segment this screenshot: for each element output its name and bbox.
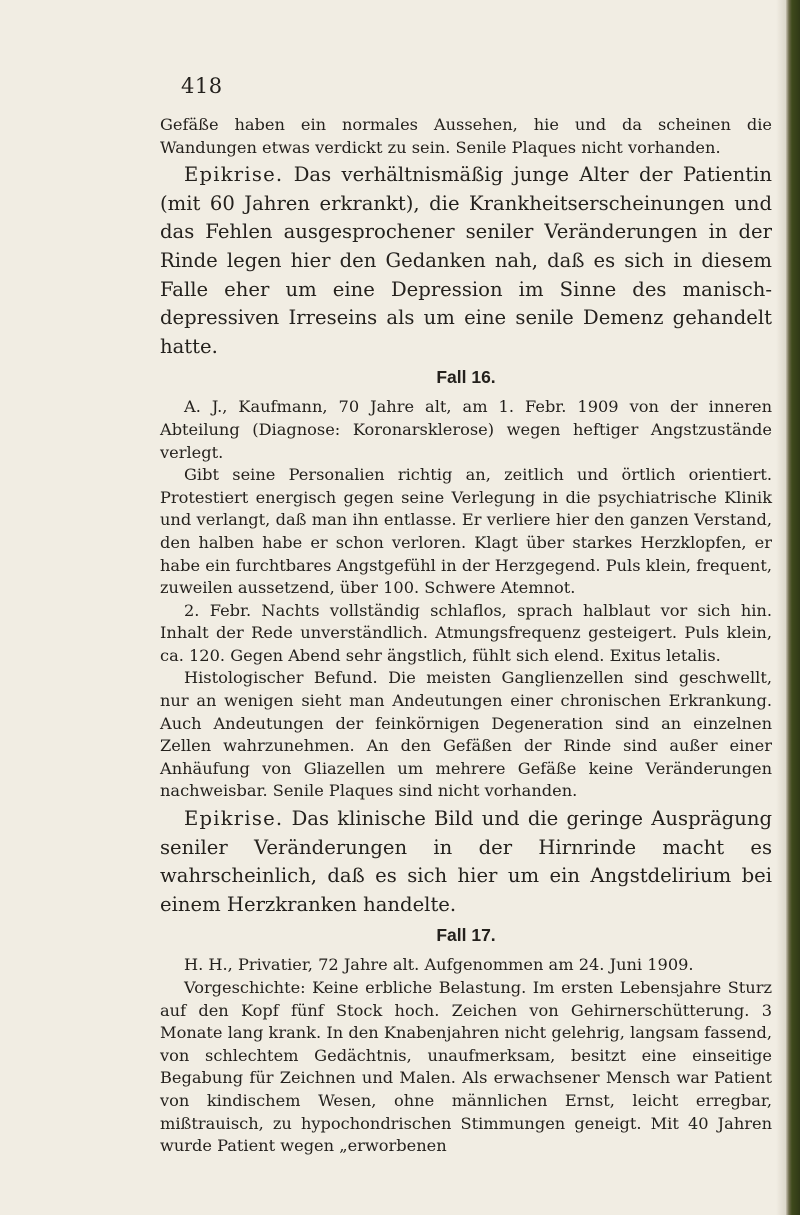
paragraph: 2. Febr. Nachts vollständig schlaflos, sprach halblaut vor sich hin. Inhalt der Rede unverständlich. Atmungsfrequenz gesteigert. Puls klein, ca. 120. Gegen Abend sehr ängstlich, fühlt sich elend. Exitus letalis. [160, 600, 772, 665]
epikrise-text: Das verhältnismäßig junge Alter der Patientin (mit 60 Jahren erkrankt), die Krankheitserscheinungen und das Fehlen ausgesprochener seniler Veränderungen in der Rinde legen hier den Gedanken nah, daß es sich in diesem Falle eher um eine Depression im Sinne des manisch-depressiven Irreseins als um eine senile Demenz gehandelt hatte. [160, 163, 772, 358]
paragraph: Gibt seine Personalien richtig an, zeitlich und örtlich orientiert. Protestiert energisch gegen seine Verlegung in die psychiatrische Klinik und verlangt, daß man ihn entlasse. Er verliere hier den ganzen Verstand, den halben habe er schon verloren. Klagt über starkes Herzklopfen, er habe ein furchtbares Angstgefühl in der Herzgegend. Puls klein, frequent, zuweilen aussetzend, über 100. Schwere Atemnot. [160, 465, 772, 598]
epikrise-paragraph [160, 161, 772, 361]
page-body [160, 114, 772, 1158]
epikrise-paragraph [160, 805, 772, 919]
epikrise-label: Epikrise. [184, 163, 284, 187]
page-number: 418 [181, 74, 223, 98]
page-edge [786, 0, 800, 1215]
paragraph: Gefäße haben ein normales Aussehen, hie und da scheinen die Wandungen etwas verdickt zu sein. Senile Plaques nicht vorhanden. [160, 115, 772, 157]
case-heading: Fall 17. [436, 925, 496, 946]
paragraph: H. H., Privatier, 72 Jahre alt. Aufgenommen am 24. Juni 1909. [184, 955, 694, 975]
paragraph: Vorgeschichte: Keine erbliche Belastung. Im ersten Lebensjahre Sturz auf den Kopf fünf Stock hoch. Zeichen von Gehirnerschütterung. 3 Monate lang krank. In den Knabenjahren nicht gelehrig, langsam fassend, von schlechtem Gedächtnis, unaufmerksam, besitzt eine einseitige Begabung für Zeichnen und Malen. Als erwachsener Mensch war Patient von kindischem Wesen, ohne männlichen Ernst, leicht erregbar, mißtrauisch, zu hypochondrischen Stimmungen geneigt. Mit 40 Jahren wurde Patient wegen „erworbenen [160, 978, 772, 1156]
epikrise-text: Das klinische Bild und die geringe Ausprägung seniler Veränderungen in der Hirnrinde macht es wahrscheinlich, daß es sich hier um ein Angstdelirium bei einem Herzkranken handelte. [160, 807, 772, 916]
epikrise-label: Epikrise. [184, 807, 284, 831]
case-heading: Fall 16. [436, 367, 496, 388]
paragraph: Histologischer Befund. Die meisten Ganglienzellen sind geschwellt, nur an wenigen sieht man Andeutungen einer chronischen Erkrankung. Auch Andeutungen der feinkörnigen Degeneration sind an einzelnen Zellen wahrzunehmen. An den Gefäßen der Rinde sind außer einer Anhäufung von Gliazellen um mehrere Gefäße keine Veränderungen nachweisbar. Senile Plaques sind nicht vorhanden. [160, 668, 772, 801]
paragraph: A. J., Kaufmann, 70 Jahre alt, am 1. Febr. 1909 von der inneren Abteilung (Diagnose: Koronarsklerose) wegen heftiger Angstzustände verlegt. [160, 397, 772, 462]
page-gutter-shadow [776, 0, 786, 1215]
